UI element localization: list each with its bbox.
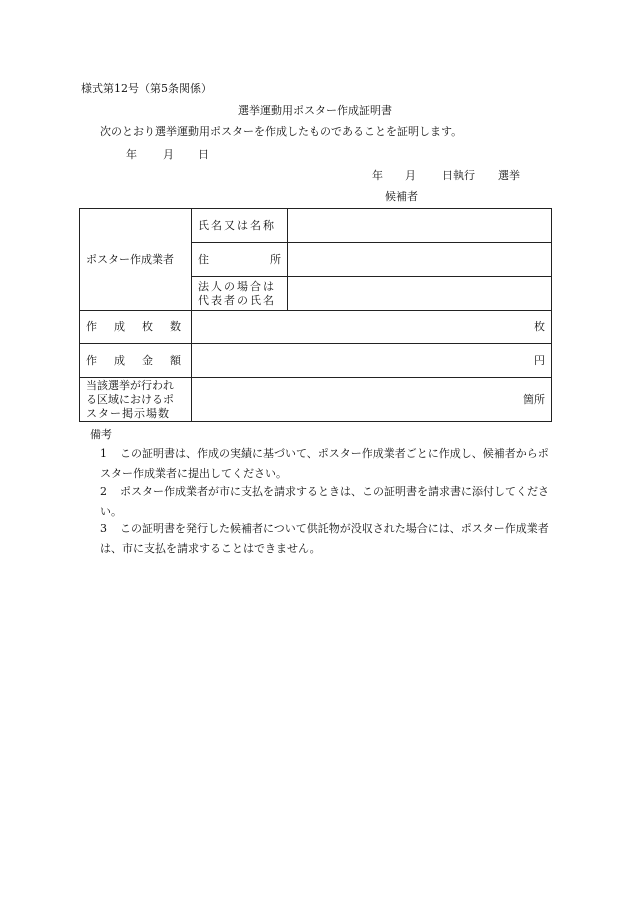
page-title: 選挙運動用ポスター作成証明書 [238, 104, 392, 117]
note-number: 2 [100, 485, 107, 498]
place-label-cell [80, 378, 192, 422]
certificate-table [79, 208, 552, 422]
place-label-line3: スター掲示場数 [86, 406, 170, 420]
count-label-cell [80, 311, 192, 344]
corp-label-line2: 代表者の氏名 [198, 293, 276, 307]
amount-label-char1: 作 [86, 353, 97, 367]
amount-label-char3: 金 [142, 353, 153, 367]
name-label-cell [192, 209, 288, 243]
corp-label-line1: 法人の場合は [198, 279, 276, 293]
address-label-cell [192, 243, 288, 277]
date-month-label: 月 [163, 148, 174, 161]
maker-header: ポスター作成業者 [86, 252, 174, 266]
amount-unit: 円 [534, 353, 545, 367]
name-value-cell[interactable] [288, 209, 552, 243]
count-label-char4: 数 [170, 320, 181, 334]
count-label-char3: 枚 [142, 320, 153, 334]
name-label: 氏名又は名称 [198, 218, 276, 232]
count-unit: 枚 [534, 320, 545, 334]
place-unit: 箇所 [523, 392, 545, 406]
table-row [80, 378, 552, 422]
date-year-label: 年 [126, 148, 137, 161]
note-item [100, 519, 552, 559]
notes-title: 備考 [90, 428, 112, 441]
election-label: 選挙 [498, 169, 520, 182]
note-text: ポスター作成業者が市に支払を請求するときは、この証明書を請求書に添付してください。 [100, 485, 549, 518]
place-label-line1: 当該選挙が行われ [86, 378, 174, 392]
table-row [80, 311, 552, 344]
count-value-cell[interactable] [192, 311, 552, 344]
maker-header-cell [80, 209, 192, 311]
amount-value-cell[interactable] [192, 344, 552, 378]
intro-text: 次のとおり選挙運動用ポスターを作成したものであることを証明します。 [100, 125, 463, 138]
amount-label-cell [80, 344, 192, 378]
table-row [80, 209, 552, 243]
form-number: 様式第12号（第5条関係） [81, 82, 212, 95]
place-label-line2: る区域におけるポ [86, 392, 174, 406]
table-row [80, 344, 552, 378]
count-label-char1: 作 [86, 320, 97, 334]
corp-label-cell [192, 277, 288, 311]
note-number: 3 [100, 522, 107, 535]
note-number: 1 [100, 447, 107, 460]
address-label-char1: 住 [198, 252, 209, 266]
note-text: この証明書を発行した候補者について供託物が没収された場合には、ポスター作成業者は、市に支払を請求することはできません。 [100, 522, 549, 555]
note-item [100, 482, 552, 522]
date-day-label: 日 [198, 148, 209, 161]
election-month-label: 月 [405, 169, 416, 182]
amount-label-char2: 成 [114, 353, 125, 367]
note-text: この証明書は、作成の実績に基づいて、ポスター作成業者ごとに作成し、候補者からポスター作成業者に提出してください。 [100, 447, 549, 480]
corp-value-cell[interactable] [288, 277, 552, 311]
address-value-cell[interactable] [288, 243, 552, 277]
election-day-held-label: 日執行 [442, 169, 475, 182]
place-value-cell[interactable] [192, 378, 552, 422]
count-label-char2: 成 [114, 320, 125, 334]
note-item [100, 444, 552, 484]
address-label-char2: 所 [270, 252, 281, 266]
amount-label-char4: 額 [170, 353, 181, 367]
candidate-label: 候補者 [385, 190, 418, 203]
election-year-label: 年 [372, 169, 383, 182]
